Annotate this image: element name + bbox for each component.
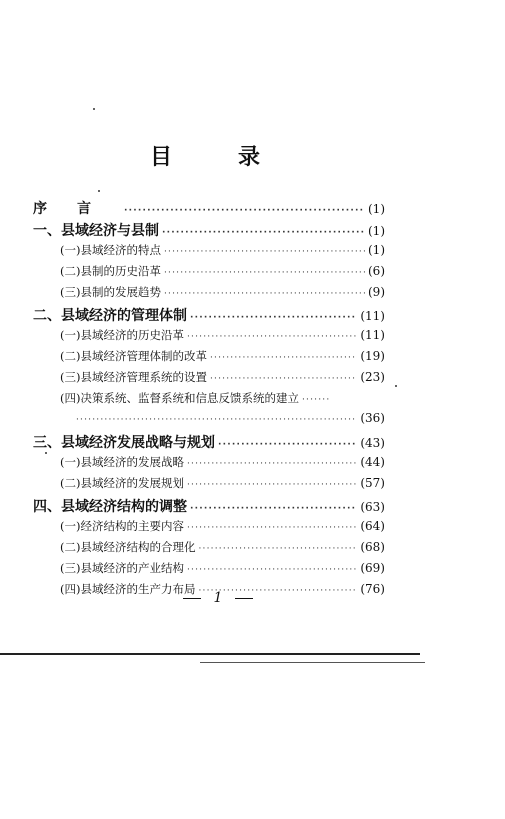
toc-entry-label: (四)县域经济的生产力布局: [60, 582, 196, 596]
toc-entry-sub: [33, 263, 385, 284]
toc-entry-page: (1): [368, 243, 385, 257]
print-speck: [93, 108, 95, 110]
toc-entry-page: (19): [360, 349, 385, 363]
toc-entry-page: (23): [360, 370, 385, 384]
toc-entry-section: [33, 432, 385, 454]
bottom-rule: [0, 653, 420, 655]
table-of-contents: [33, 198, 385, 602]
leader-dots: [187, 480, 357, 490]
toc-entry-label: (二)县制的历史沿革: [60, 264, 161, 278]
toc-entry-section: [33, 220, 385, 242]
toc-entry-sub: [33, 348, 385, 369]
leader-dots: [164, 247, 365, 257]
toc-entry-page: (64): [360, 519, 385, 533]
toc-entry-label: (一)县域经济的特点: [60, 243, 161, 257]
title-char-2: 录: [238, 145, 262, 170]
toc-entry-label: 三、县域经济发展战略与规划: [33, 435, 215, 451]
toc-entry-sub: [33, 390, 385, 411]
bottom-rule-faint: [200, 662, 425, 663]
toc-entry-label: (一)经济结构的主要内容: [60, 519, 184, 533]
toc-entry-sub: [33, 518, 385, 539]
toc-entry-sub: [33, 539, 385, 560]
toc-entry-sub: [33, 475, 385, 496]
toc-entry-label: (二)县域经济结构的合理化: [60, 540, 196, 554]
leader-dots: [190, 313, 357, 323]
toc-entry-label: 二、县域经济的管理体制: [33, 308, 187, 324]
leader-dots: [76, 415, 357, 425]
toc-entry-label: (四)决策系统、监督系统和信息反馈系统的建立: [60, 391, 299, 405]
leader-dots: [164, 289, 365, 299]
toc-entry-sub: [33, 454, 385, 475]
toc-entry-label: (三)县域经济的产业结构: [60, 561, 184, 575]
footer-dash-right: [235, 598, 253, 599]
toc-entry-continuation: [33, 411, 385, 432]
toc-entry-sub: [33, 327, 385, 348]
toc-entry-label: 四、县域经济结构的调整: [33, 499, 187, 515]
leader-dots: [210, 374, 357, 384]
toc-entry-label: 一、县域经济与县制: [33, 223, 159, 239]
leader-dots: [162, 228, 365, 238]
page-number: 1: [213, 590, 223, 606]
toc-entry-section: [33, 496, 385, 518]
leader-dots: [187, 459, 357, 469]
toc-entry-page: (63): [360, 500, 385, 514]
leader-dots: [187, 565, 357, 575]
toc-entry-sub: [33, 284, 385, 305]
toc-entry-page: (1): [368, 202, 385, 216]
toc-entry-page: (11): [360, 328, 385, 342]
title-char-1: 目: [150, 145, 174, 170]
print-speck: [45, 452, 47, 454]
toc-entry-section: [33, 198, 385, 220]
toc-entry-label: (一)县域经济的历史沿革: [60, 328, 184, 342]
footer-dash-left: [183, 598, 201, 599]
print-speck: [98, 190, 100, 192]
leader-dots: [218, 440, 357, 450]
toc-entry-label: 序言: [33, 201, 121, 217]
toc-entry-page: (9): [368, 285, 385, 299]
leader-dots: [190, 504, 357, 514]
toc-entry-sub: [33, 369, 385, 390]
toc-entry-page: (44): [360, 455, 385, 469]
toc-entry-section: [33, 305, 385, 327]
toc-entry-page: (11): [360, 309, 385, 323]
page-number-footer: [183, 590, 253, 606]
toc-entry-label: (二)县域经济的发展规划: [60, 476, 184, 490]
toc-entry-page: (1): [368, 224, 385, 238]
toc-entry-page: (68): [360, 540, 385, 554]
leader-dots: [124, 206, 365, 216]
toc-entry-page: (6): [368, 264, 385, 278]
toc-entry-page: (69): [360, 561, 385, 575]
toc-entry-page: (43): [360, 436, 385, 450]
toc-entry-label: (三)县制的发展趋势: [60, 285, 161, 299]
toc-entry-label: (三)县域经济管理系统的设置: [60, 370, 207, 384]
toc-entry-label: (二)县域经济管理体制的改革: [60, 349, 207, 363]
leader-dots: [164, 268, 365, 278]
toc-entry-sub: [33, 560, 385, 581]
toc-entry-page: (57): [360, 476, 385, 490]
toc-entry-page: (76): [360, 582, 385, 596]
toc-entry-sub: [33, 242, 385, 263]
toc-entry-label: (一)县域经济的发展战略: [60, 455, 184, 469]
leader-dots: [187, 332, 357, 342]
leader-dots: [210, 353, 357, 363]
toc-entry-page: (36): [360, 411, 385, 425]
leader-dots: [198, 544, 357, 554]
leader-dots: [302, 395, 330, 405]
print-speck: [395, 385, 397, 387]
leader-dots: [187, 523, 357, 533]
